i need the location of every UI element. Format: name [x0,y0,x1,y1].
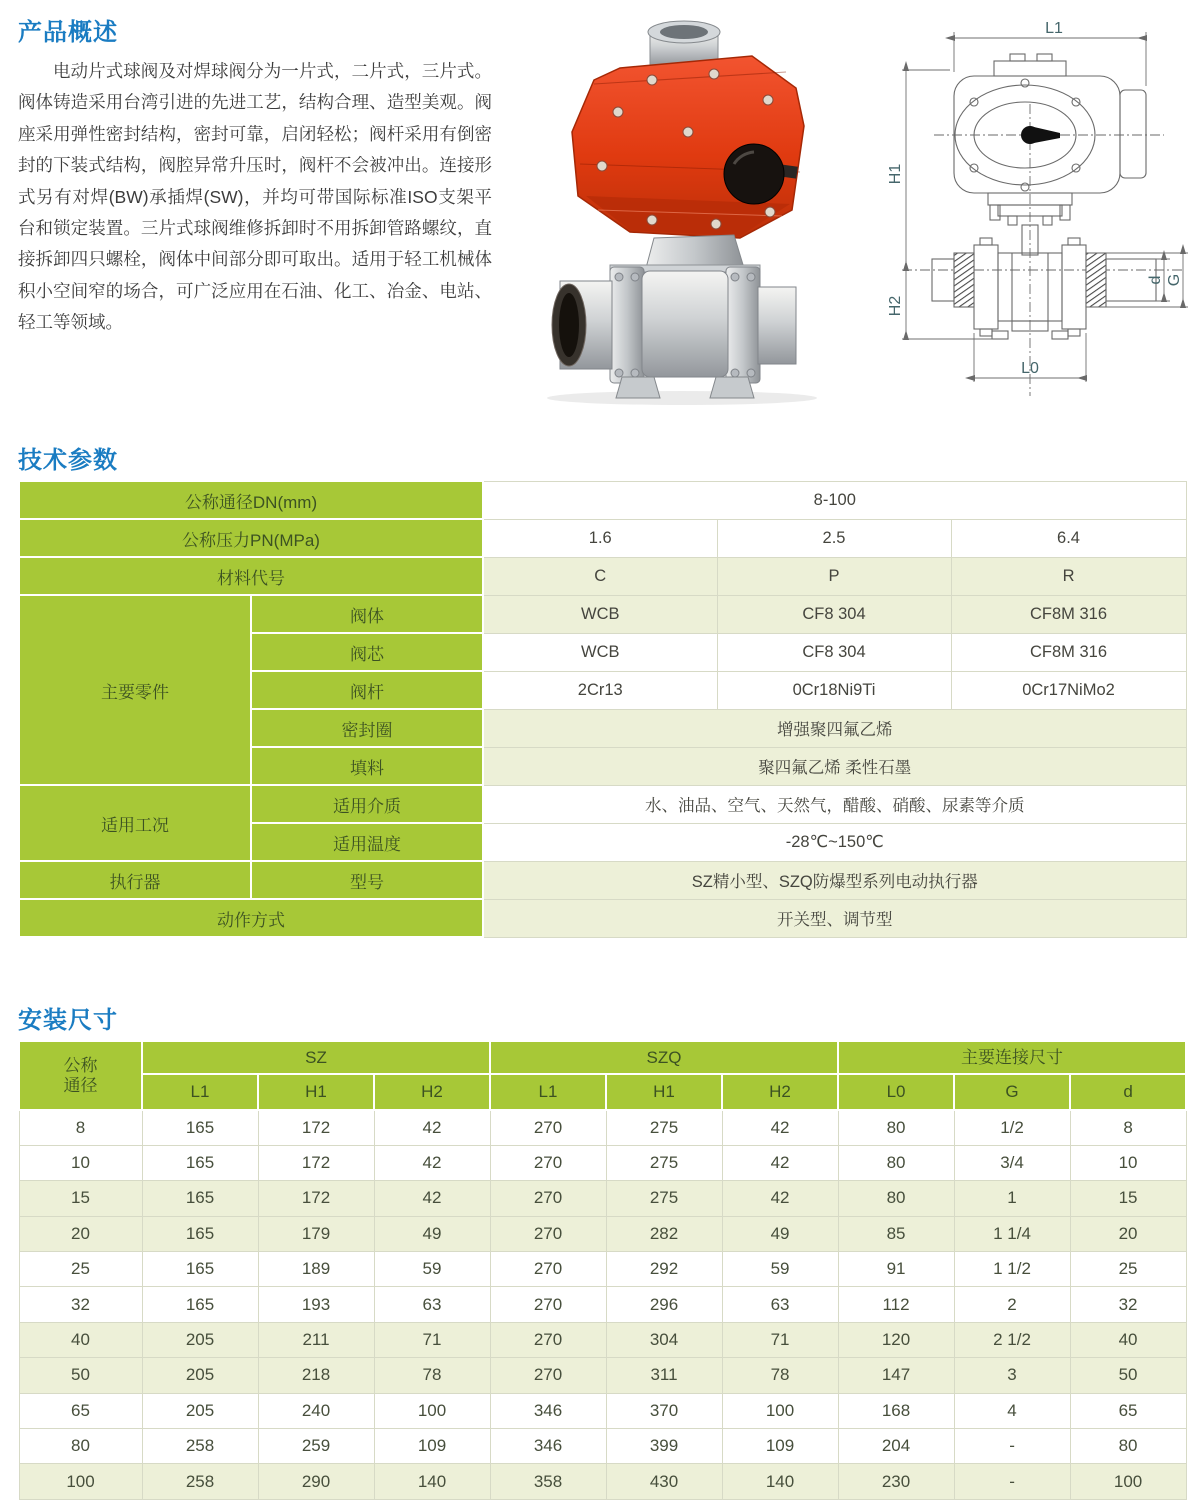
table-row [19,1110,1186,1145]
install-value-cell: 296 [606,1287,722,1322]
tech-label-cell: 适用介质 [251,785,483,823]
col-header-nominal-line1: 公称 [63,1055,98,1075]
dim-label-d: d [1147,275,1164,285]
install-value-cell: 275 [606,1110,722,1145]
install-value-cell: 15 [19,1181,142,1216]
install-value-cell: 1 [954,1181,1070,1216]
table-row [19,1287,1186,1322]
install-value-cell: 78 [722,1358,838,1393]
tech-value-cell: 水、油品、空气、天然气，醋酸、硝酸、尿素等介质 [483,785,1186,823]
install-value-cell: 8 [1070,1110,1186,1145]
tech-value-cell: 增强聚四氟乙烯 [483,709,1186,747]
install-value-cell: 63 [374,1287,490,1322]
install-value-cell: 80 [838,1145,954,1180]
install-sub-header-cell: H1 [606,1074,722,1110]
install-value-cell: 346 [490,1393,606,1428]
tech-value-cell: P [717,557,951,595]
col-group-szq: SZQ [490,1041,838,1074]
tech-label-cell: 适用温度 [251,823,483,861]
install-value-cell: 91 [838,1252,954,1287]
table-row [19,1216,1186,1251]
dimension-drawing [862,8,1200,410]
tech-value-cell: 2Cr13 [483,671,717,709]
table-row [19,1145,1186,1180]
install-value-cell: 211 [258,1322,374,1357]
tech-table-body [19,481,1186,937]
install-value-cell: 42 [722,1145,838,1180]
install-value-cell: 100 [19,1464,142,1499]
install-value-cell: 100 [1070,1464,1186,1499]
install-value-cell: 358 [490,1464,606,1499]
install-header-sub-row [19,1074,1186,1110]
install-value-cell: 112 [838,1287,954,1322]
install-value-cell: 204 [838,1429,954,1464]
install-value-cell: 3 [954,1358,1070,1393]
install-value-cell: 189 [258,1252,374,1287]
tech-value-cell: 8-100 [483,481,1186,519]
install-value-cell: 179 [258,1216,374,1251]
install-value-cell: 205 [142,1393,258,1428]
tech-label-cell: 主要零件 [19,595,251,785]
table-row [19,785,1186,823]
install-value-cell: 282 [606,1216,722,1251]
tech-label-cell: 密封圈 [251,709,483,747]
table-row [19,519,1186,557]
dim-label-h1: H1 [887,163,904,185]
install-value-cell: 258 [142,1429,258,1464]
install-header-group-row [19,1041,1186,1074]
tech-value-cell: 聚四氟乙烯 柔性石墨 [483,747,1186,785]
install-value-cell: 59 [722,1252,838,1287]
install-section-title: 安装尺寸 [18,1007,118,1034]
install-value-cell: 270 [490,1322,606,1357]
install-value-cell: 346 [490,1429,606,1464]
install-value-cell: 2 [954,1287,1070,1322]
product-photo [502,14,860,406]
dim-label-l0: L0 [1021,360,1039,377]
install-value-cell: 304 [606,1322,722,1357]
col-header-nominal-line2: 通径 [63,1075,98,1095]
install-value-cell: 270 [490,1287,606,1322]
install-value-cell: 205 [142,1322,258,1357]
tech-value-cell: -28℃~150℃ [483,823,1186,861]
install-value-cell: 230 [838,1464,954,1499]
install-value-cell: 399 [606,1429,722,1464]
install-value-cell: 120 [838,1322,954,1357]
table-row [19,1464,1186,1499]
install-value-cell: 109 [374,1429,490,1464]
install-value-cell: 270 [490,1252,606,1287]
install-value-cell: - [954,1464,1070,1499]
install-value-cell: 80 [1070,1429,1186,1464]
install-value-cell: 85 [838,1216,954,1251]
tech-value-cell: CF8 304 [717,595,951,633]
install-value-cell: 71 [374,1322,490,1357]
install-value-cell: 1/2 [954,1110,1070,1145]
install-value-cell: 275 [606,1145,722,1180]
install-value-cell: 165 [142,1110,258,1145]
dim-label-l1: L1 [1045,20,1063,37]
install-value-cell: 172 [258,1110,374,1145]
install-value-cell: 1 1/2 [954,1252,1070,1287]
install-value-cell: 65 [19,1393,142,1428]
install-value-cell: 50 [19,1358,142,1393]
tech-table [18,480,1187,938]
install-value-cell: 49 [374,1216,490,1251]
table-row [19,1181,1186,1216]
overview-section-title: 产品概述 [18,19,118,46]
table-row [19,595,1186,633]
tech-value-cell: CF8 304 [717,633,951,671]
tech-value-cell: 1.6 [483,519,717,557]
install-value-cell: 258 [142,1464,258,1499]
tech-section-title: 技术参数 [18,447,118,474]
install-sub-header-cell: H2 [722,1074,838,1110]
tech-value-cell: WCB [483,633,717,671]
install-value-cell: 165 [142,1216,258,1251]
table-row [19,861,1186,899]
install-value-cell: 172 [258,1145,374,1180]
install-value-cell: 311 [606,1358,722,1393]
install-value-cell: 42 [374,1181,490,1216]
install-value-cell: 80 [838,1110,954,1145]
install-value-cell: 218 [258,1358,374,1393]
install-sub-header-cell: L1 [142,1074,258,1110]
tech-label-cell: 公称压力PN(MPa) [19,519,483,557]
product-photo-image [502,14,860,406]
install-value-cell: 25 [19,1252,142,1287]
table-row [19,1393,1186,1428]
install-value-cell: 49 [722,1216,838,1251]
install-value-cell: 165 [142,1145,258,1180]
install-table-body [19,1110,1186,1499]
install-value-cell: 10 [19,1145,142,1180]
install-value-cell: 42 [722,1110,838,1145]
install-value-cell: 40 [19,1322,142,1357]
install-sub-header-cell: L1 [490,1074,606,1110]
install-value-cell: 270 [490,1181,606,1216]
tech-label-cell: 阀芯 [251,633,483,671]
col-group-sz: SZ [142,1041,490,1074]
install-value-cell: 2 1/2 [954,1322,1070,1357]
install-value-cell: 165 [142,1252,258,1287]
install-value-cell: 290 [258,1464,374,1499]
install-value-cell: 275 [606,1181,722,1216]
tech-value-cell: 0Cr17NiMo2 [951,671,1186,709]
table-row [19,481,1186,519]
tech-label-cell: 动作方式 [19,899,483,937]
install-sub-header-cell: d [1070,1074,1186,1110]
tech-label-cell: 材料代号 [19,557,483,595]
install-sub-header-cell: H2 [374,1074,490,1110]
install-value-cell: 20 [19,1216,142,1251]
tech-label-cell: 型号 [251,861,483,899]
install-value-cell: 100 [722,1393,838,1428]
install-value-cell: 15 [1070,1181,1186,1216]
table-row [19,1429,1186,1464]
overview-paragraph: 电动片式球阀及对焊球阀分为一片式，二片式，三片式。阀体铸造采用台湾引进的先进工艺，结构合理、造型美观。阀座采用弹性密封结构，密封可靠，启闭轻松；阀杆采用有倒密封的下装式结构，阀腔异常升压时，阀杆不会被冲出。连接形式另有对焊(BW)承插焊(SW)，并均可带国际标准ISO支架平台和锁定装置。三片式球阀维修拆卸时不用拆卸管路螺纹，直接拆卸四只螺栓，阀体中间部分即可取出。适用于轻工机械体积小空间窄的场合，可广泛应用在石油、化工、冶金、电站、轻工等领域。 [18,61,492,333]
tech-value-cell: 0Cr18Ni9Ti [717,671,951,709]
install-value-cell: 370 [606,1393,722,1428]
dimension-drawing-image [862,8,1200,410]
dim-label-h2: H2 [887,295,904,317]
tech-value-cell: WCB [483,595,717,633]
install-value-cell: 50 [1070,1358,1186,1393]
install-value-cell: 270 [490,1145,606,1180]
install-value-cell: - [954,1429,1070,1464]
install-sub-header-cell: L0 [838,1074,954,1110]
install-value-cell: 25 [1070,1252,1186,1287]
install-value-cell: 4 [954,1393,1070,1428]
install-value-cell: 100 [374,1393,490,1428]
install-value-cell: 172 [258,1181,374,1216]
install-value-cell: 259 [258,1429,374,1464]
install-value-cell: 140 [722,1464,838,1499]
tech-label-cell: 阀杆 [251,671,483,709]
install-value-cell: 42 [374,1145,490,1180]
install-table [18,1040,1187,1500]
install-value-cell: 1 1/4 [954,1216,1070,1251]
table-row [19,1358,1186,1393]
install-value-cell: 71 [722,1322,838,1357]
install-value-cell: 168 [838,1393,954,1428]
install-sub-header-cell: H1 [258,1074,374,1110]
install-value-cell: 32 [1070,1287,1186,1322]
install-value-cell: 65 [1070,1393,1186,1428]
install-value-cell: 42 [722,1181,838,1216]
install-value-cell: 292 [606,1252,722,1287]
install-value-cell: 8 [19,1110,142,1145]
install-value-cell: 3/4 [954,1145,1070,1180]
tech-value-cell: CF8M 316 [951,595,1186,633]
col-header-nominal-diameter [19,1041,142,1110]
install-value-cell: 430 [606,1464,722,1499]
install-value-cell: 63 [722,1287,838,1322]
install-value-cell: 42 [374,1110,490,1145]
install-value-cell: 165 [142,1287,258,1322]
install-value-cell: 80 [19,1429,142,1464]
install-value-cell: 205 [142,1358,258,1393]
install-value-cell: 78 [374,1358,490,1393]
tech-label-cell: 公称通径DN(mm) [19,481,483,519]
install-value-cell: 240 [258,1393,374,1428]
install-value-cell: 80 [838,1181,954,1216]
tech-value-cell: SZ精小型、SZQ防爆型系列电动执行器 [483,861,1186,899]
dim-label-g: G [1166,273,1183,287]
install-value-cell: 20 [1070,1216,1186,1251]
tech-label-cell: 执行器 [19,861,251,899]
install-value-cell: 40 [1070,1322,1186,1357]
install-value-cell: 270 [490,1110,606,1145]
tech-label-cell: 填料 [251,747,483,785]
tech-value-cell: 6.4 [951,519,1186,557]
install-value-cell: 165 [142,1181,258,1216]
install-value-cell: 59 [374,1252,490,1287]
install-value-cell: 147 [838,1358,954,1393]
col-group-connection: 主要连接尺寸 [838,1041,1186,1074]
install-value-cell: 270 [490,1358,606,1393]
install-value-cell: 32 [19,1287,142,1322]
tech-value-cell: R [951,557,1186,595]
table-row [19,899,1186,937]
table-row [19,1252,1186,1287]
install-value-cell: 109 [722,1429,838,1464]
install-value-cell: 140 [374,1464,490,1499]
table-row [19,557,1186,595]
tech-value-cell: 开关型、调节型 [483,899,1186,937]
tech-value-cell: 2.5 [717,519,951,557]
install-sub-header-cell: G [954,1074,1070,1110]
table-row [19,1322,1186,1357]
install-value-cell: 270 [490,1216,606,1251]
tech-label-cell: 适用工况 [19,785,251,861]
tech-label-cell: 阀体 [251,595,483,633]
tech-value-cell: C [483,557,717,595]
install-value-cell: 193 [258,1287,374,1322]
tech-value-cell: CF8M 316 [951,633,1186,671]
install-value-cell: 10 [1070,1145,1186,1180]
